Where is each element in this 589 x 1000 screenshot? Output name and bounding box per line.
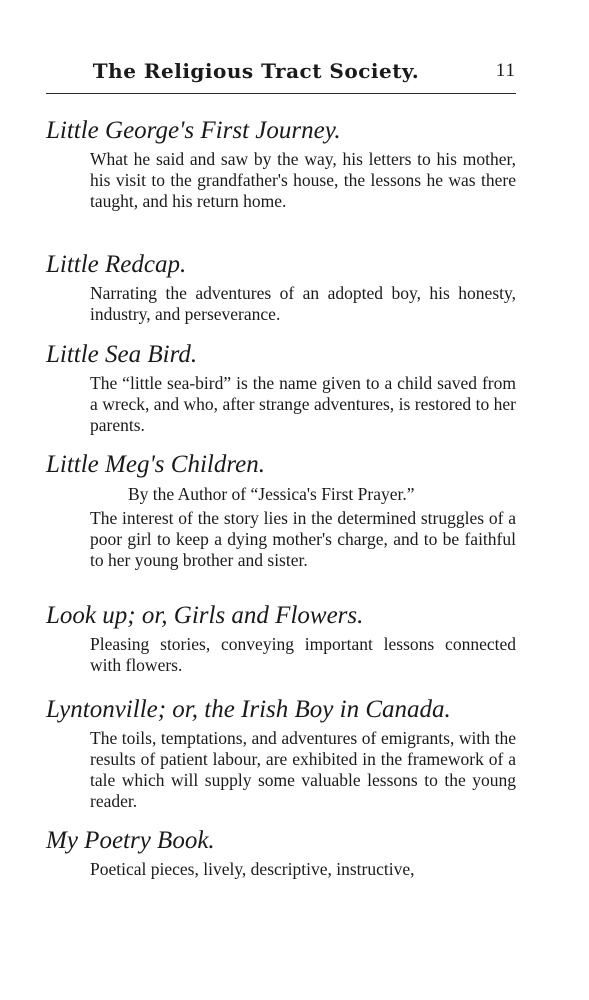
entry-description: The toils, temptations, and adventures of emigrants, with the results of patient labour, are exhibited in the framework of a tale which will supply some valuable lessons to the young reader.: [90, 728, 516, 811]
entry-title: Little Meg's Children.: [46, 451, 265, 478]
running-head: [46, 57, 516, 85]
catalogue-entry: [46, 695, 516, 812]
catalogue-entry: [46, 250, 516, 325]
running-title: The Religious Tract Society.: [92, 59, 420, 83]
catalogue-entry: [46, 601, 516, 676]
entry-description: The interest of the story lies in the determined struggles of a poor girl to keep a dying mother's charge, and to be faithful to her young brother and sister.: [90, 508, 516, 570]
entry-title: Lyntonville; or, the Irish Boy in Canada.: [46, 696, 451, 723]
entry-description: Poetical pieces, lively, descriptive, instructive,: [90, 859, 415, 879]
entry-title: Look up; or, Girls and Flowers.: [46, 602, 364, 629]
header-rule: [46, 93, 516, 94]
catalogue-entry: [46, 340, 516, 436]
entry-title: Little George's First Journey.: [46, 117, 341, 144]
catalogue-entry: [46, 116, 516, 212]
entry-title: Little Sea Bird.: [46, 341, 198, 368]
entry-title: Little Redcap.: [46, 251, 187, 278]
entry-description: What he said and saw by the way, his letters to his mother, his visit to the grandfather's house, the lessons he was there taught, and his return home.: [90, 149, 516, 211]
entry-description: Pleasing stories, conveying important lessons connected with flowers.: [90, 634, 516, 675]
catalogue-entry: [46, 450, 516, 571]
entry-description: Narrating the adventures of an adopted boy, his honesty, industry, and perseverance.: [90, 283, 516, 324]
catalogue-entry: [46, 826, 516, 880]
entry-byline: By the Author of “Jessica's First Prayer.”: [128, 484, 415, 504]
entry-description: The “little sea-bird” is the name given to a child saved from a wreck, and who, after strange adventures, is restored to her parents.: [90, 373, 516, 435]
entry-title: My Poetry Book.: [46, 827, 215, 854]
page-number: 11: [495, 60, 516, 81]
